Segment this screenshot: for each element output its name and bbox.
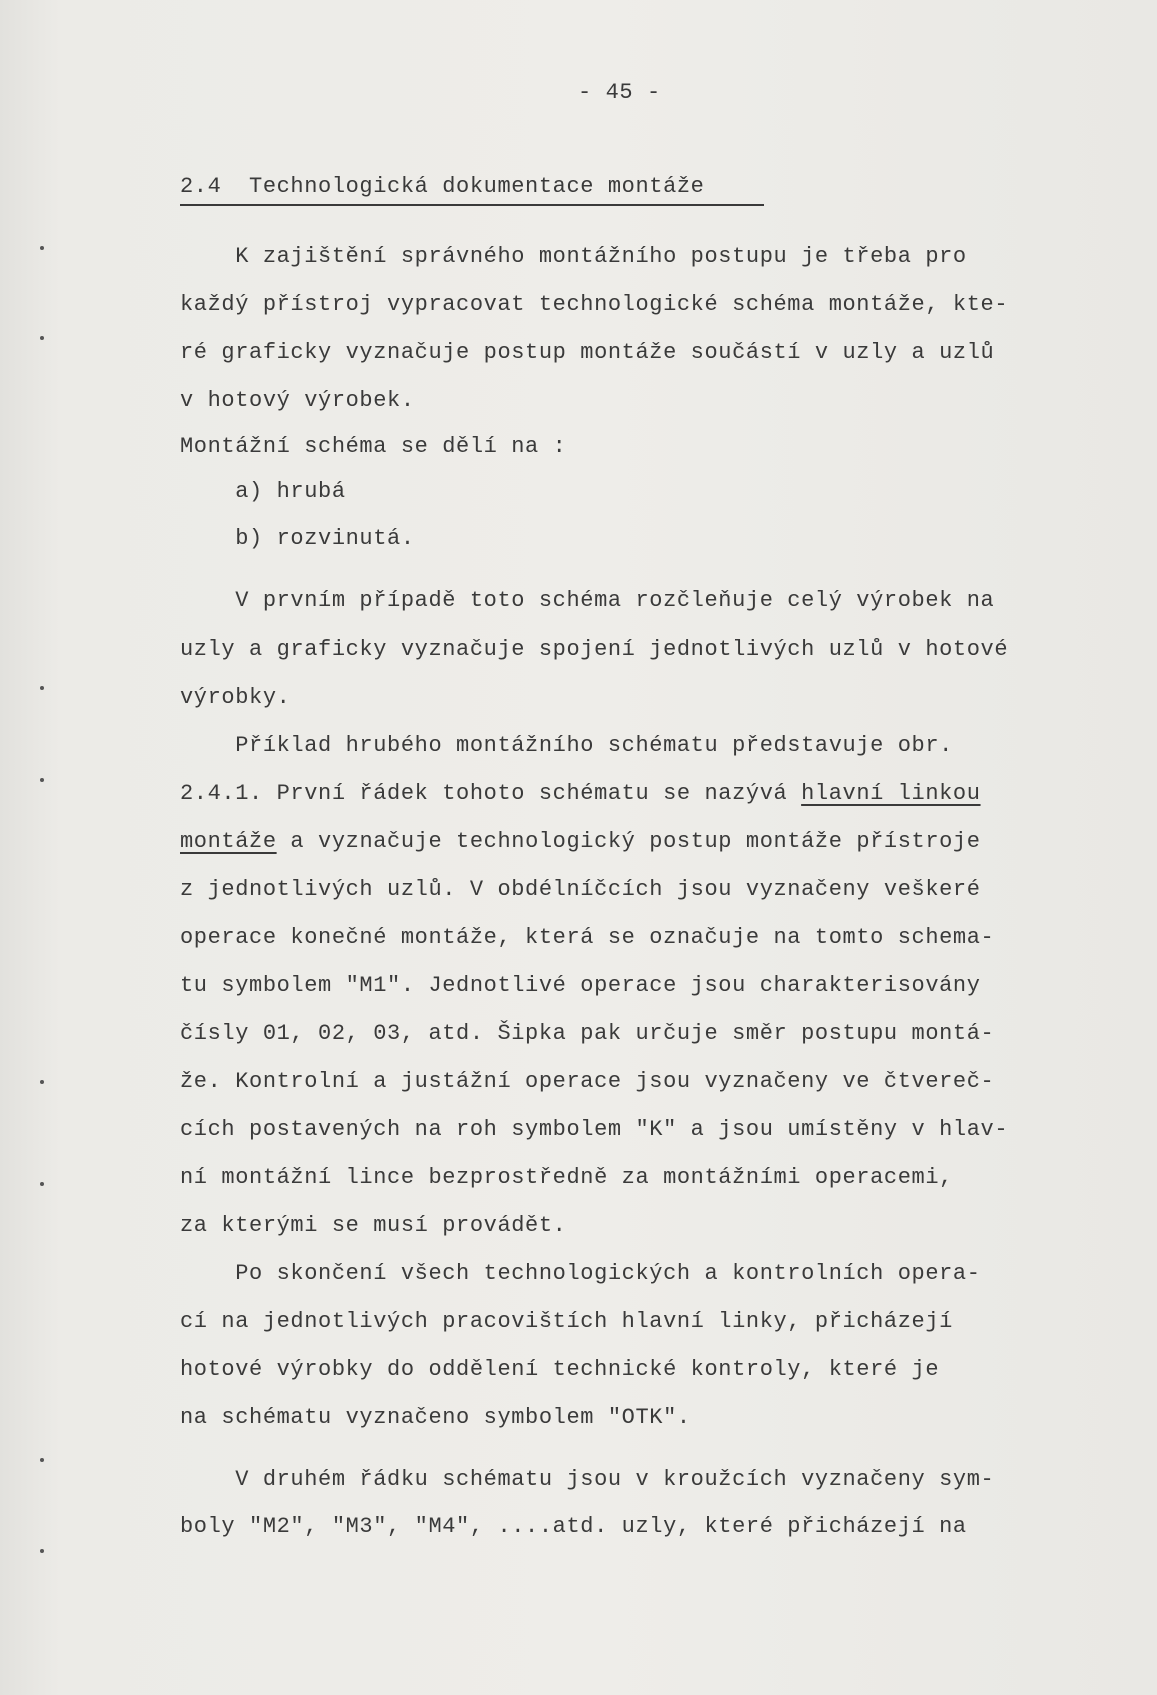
- text-line: na schématu vyznačeno symbolem "OTK".: [180, 1405, 691, 1430]
- text-line: cí na jednotlivých pracovištích hlavní linky, přicházejí: [180, 1309, 953, 1334]
- text-line: operace konečné montáže, která se označuje na tomto schema-: [180, 925, 995, 950]
- text-line: že. Kontrolní a justážní operace jsou vyznačeny ve čtvereč-: [180, 1069, 995, 1094]
- text-line: cích postavených na roh symbolem "K" a jsou umístěny v hlav-: [180, 1117, 1009, 1142]
- text-line: ré graficky vyznačuje postup montáže součástí v uzly a uzlů: [180, 340, 995, 365]
- text-segment: 2.4.1. První řádek tohoto schématu se nazývá: [180, 781, 802, 806]
- section-heading: 2.4 Technologická dokumentace montáže: [180, 174, 705, 199]
- heading-underline: [180, 204, 764, 206]
- text-line: K zajištění správného montážního postupu je třeba pro: [180, 244, 967, 269]
- emphasis-term: montáže: [180, 829, 277, 854]
- margin-dot: [40, 778, 44, 782]
- text-line: boly "M2", "M3", "M4", ....atd. uzly, které přicházejí na: [180, 1514, 967, 1539]
- margin-dot: [40, 246, 44, 250]
- text-line: V prvním případě toto schéma rozčleňuje celý výrobek na: [180, 588, 995, 613]
- text-line: z jednotlivých uzlů. V obdélníčcích jsou vyznačeny veškeré: [180, 877, 981, 902]
- text-line: výrobky.: [180, 685, 291, 710]
- text-line: ní montážní lince bezprostředně za montážními operacemi,: [180, 1165, 953, 1190]
- margin-dot: [40, 336, 44, 340]
- text-line: b) rozvinutá.: [180, 526, 415, 551]
- text-line: každý přístroj vypracovat technologické schéma montáže, kte-: [180, 292, 1009, 317]
- emphasis-term: hlavní linkou: [801, 781, 981, 806]
- margin-dot: [40, 1182, 44, 1186]
- text-line: Příklad hrubého montážního schématu představuje obr.: [180, 733, 953, 758]
- text-line: [180, 783, 981, 805]
- text-line: hotové výrobky do oddělení technické kontroly, které je: [180, 1357, 940, 1382]
- text-line: V druhém řádku schématu jsou v kroužcích vyznačeny sym-: [180, 1467, 995, 1492]
- page-number: - 45 -: [578, 80, 661, 105]
- text-line: [180, 831, 981, 853]
- margin-dot: [40, 1458, 44, 1462]
- margin-dot: [40, 1549, 44, 1553]
- text-line: čísly 01, 02, 03, atd. Šipka pak určuje směr postupu montá-: [180, 1021, 995, 1046]
- text-line: v hotový výrobek.: [180, 388, 415, 413]
- margin-dot: [40, 686, 44, 690]
- text-line: a) hrubá: [180, 479, 346, 504]
- text-line: za kterými se musí provádět.: [180, 1213, 567, 1238]
- text-line: Po skončení všech technologických a kontrolních opera-: [180, 1261, 981, 1286]
- text-line: Montážní schéma se dělí na :: [180, 434, 567, 459]
- text-line: tu symbolem "M1". Jednotlivé operace jsou charakterisovány: [180, 973, 981, 998]
- text-line: uzly a graficky vyznačuje spojení jednotlivých uzlů v hotové: [180, 637, 1009, 662]
- margin-dot: [40, 1080, 44, 1084]
- text-segment: a vyznačuje technologický postup montáže přístroje: [276, 829, 981, 854]
